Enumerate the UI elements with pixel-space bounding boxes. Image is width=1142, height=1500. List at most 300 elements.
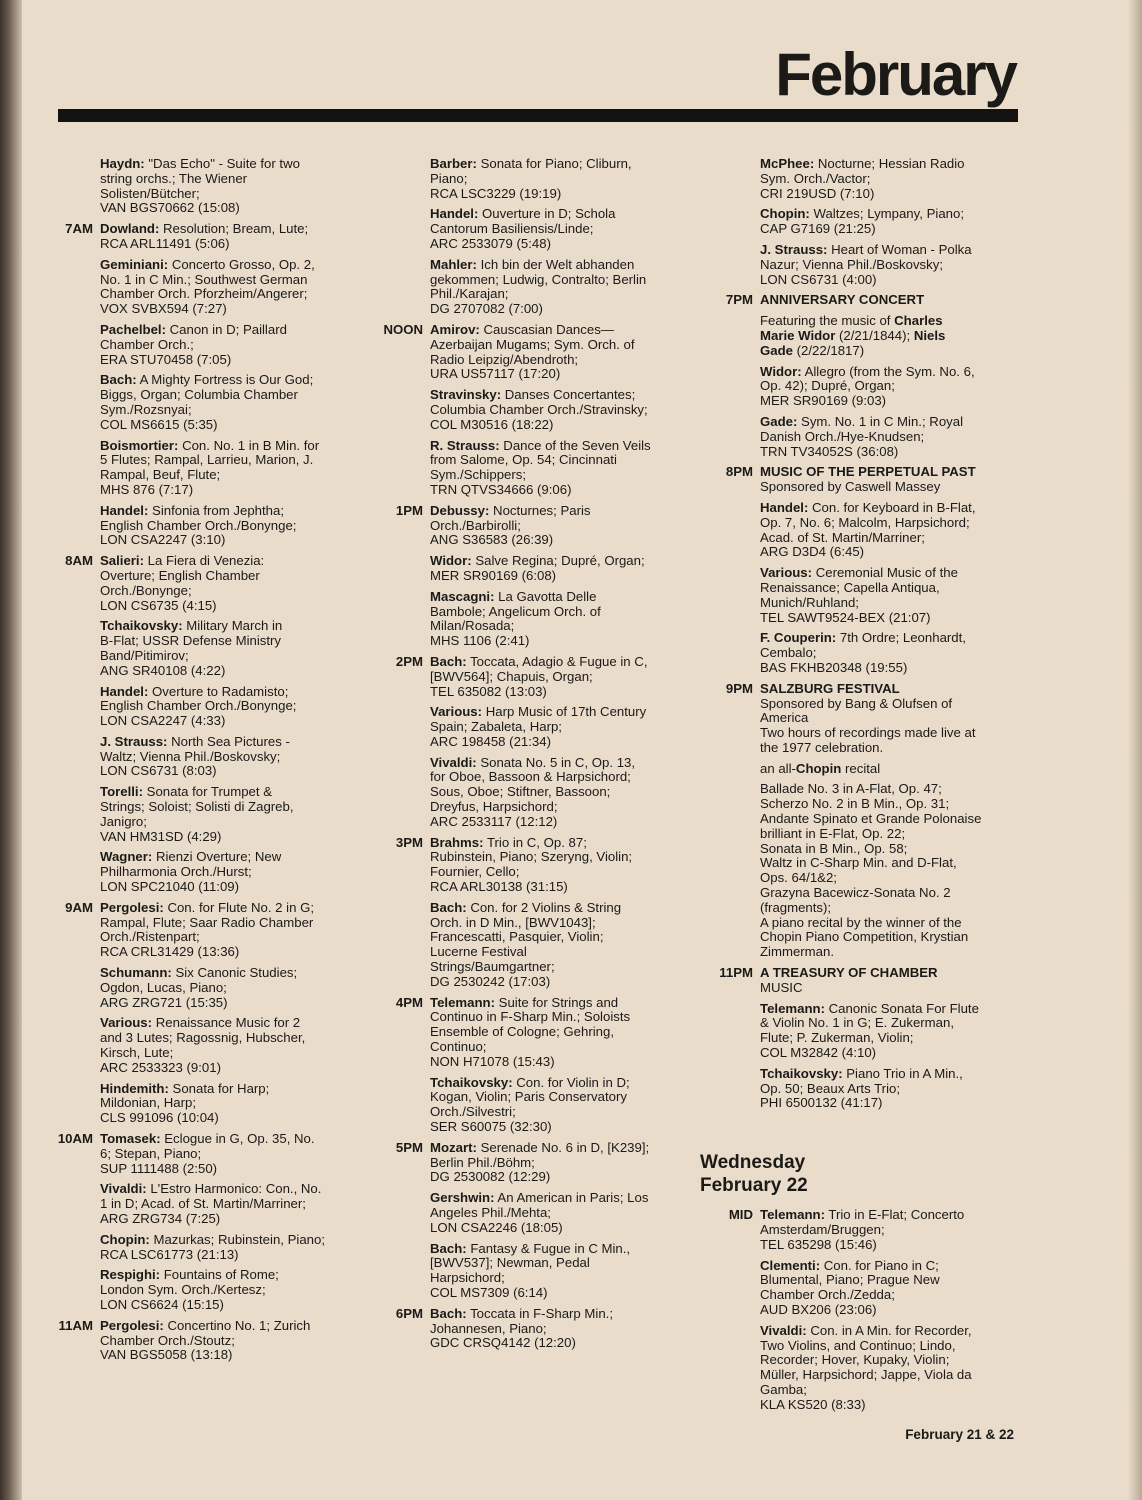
time-slot	[700, 966, 1025, 1117]
time-slot	[370, 157, 688, 323]
col3-slots	[700, 157, 1025, 1117]
entry-line: Johannesen, Piano;	[430, 1320, 547, 1336]
work-title: Eclogue in G, Op. 35, No.	[164, 1131, 315, 1147]
wednesday-slots	[700, 1208, 1025, 1418]
entry-line: RCA LSC61773 (21:13)	[100, 1246, 239, 1262]
entry-line: for Oboe, Bassoon & Harpsichord;	[430, 769, 631, 785]
slot-entries	[100, 1132, 350, 1319]
entry-first-line	[760, 1208, 1025, 1223]
entry-first-line	[100, 258, 350, 273]
entry-first-line	[760, 1067, 1025, 1082]
binding-gutter	[0, 0, 22, 1500]
entry-first-line	[100, 735, 350, 750]
entry-first-line	[430, 207, 688, 222]
entry-line: NON H71078 (15:43)	[430, 1053, 555, 1069]
schedule-column-2	[370, 157, 688, 1357]
entry-line: Kirsch, Lute;	[100, 1045, 174, 1061]
work-title: Trio in E-Flat; Concerto	[828, 1207, 965, 1223]
program-entry	[100, 1233, 350, 1263]
work-title: Overture to Radamisto;	[152, 683, 289, 699]
program-entry	[100, 1016, 350, 1075]
schedule-column-1	[48, 157, 350, 1369]
entry-line: & Violin No. 1 in G; E. Zukerman,	[760, 1015, 954, 1031]
composer-name: Chopin:	[760, 206, 810, 222]
entry-first-line	[760, 465, 1025, 480]
time-label: 6PM	[395, 1305, 423, 1321]
work-title: Resolution; Bream, Lute;	[163, 221, 309, 237]
slot-entries	[430, 1307, 688, 1357]
composer-name: Hindemith:	[100, 1080, 169, 1096]
entry-line: the 1977 celebration.	[760, 739, 884, 755]
entry-line: Philharmonia Orch./Hurst;	[100, 864, 252, 880]
entry-line: RCA CRL31429 (13:36)	[100, 944, 240, 960]
composer-name: Respighi:	[100, 1267, 161, 1283]
entry-line: MHS 1106 (2:41)	[430, 633, 530, 649]
entry-line: brilliant in E-Flat, Op. 22;	[760, 825, 906, 841]
composer-name: Boismortier:	[100, 437, 179, 453]
work-title: Con. for Flute No. 2 in G;	[167, 899, 315, 915]
entry-first-line	[760, 157, 1025, 172]
entry-first-line	[760, 243, 1025, 258]
time-label: 4PM	[395, 994, 423, 1010]
time-slot	[700, 1208, 1025, 1418]
slot-entries	[100, 157, 350, 222]
work-title: Salve Regina; Dupré, Organ;	[475, 553, 645, 569]
program-entry	[430, 1191, 688, 1235]
entry-line: Sponsored by Bang & Olufsen of	[760, 695, 953, 711]
page-footer: February 21 & 22	[905, 1427, 1014, 1442]
composer-name: Tchaikovsky:	[760, 1065, 843, 1081]
time-slot	[48, 554, 350, 901]
slot-entries	[100, 222, 350, 554]
entry-line: Two hours of recordings made live at	[760, 725, 976, 741]
entry-line: A piano recital by the winner of the	[760, 914, 962, 930]
composer-name: ANNIVERSARY CONCERT	[760, 292, 925, 308]
entry-line: Chamber Orch.;	[100, 336, 194, 352]
work-title: Fountains of Rome;	[163, 1267, 279, 1283]
program-entry	[100, 901, 350, 960]
work-title: An American in Paris; Los	[497, 1190, 649, 1206]
entry-first-line	[100, 323, 350, 338]
entry-line: Cantorum Basiliensis/Linde;	[430, 221, 594, 237]
work-title: Serenade No. 6 in D, [K239];	[480, 1139, 650, 1155]
work-title: 7th Ordre; Leonhardt,	[839, 630, 966, 646]
entry-line: CAP G7169 (21:25)	[760, 221, 876, 237]
work-title: Con. in A Min. for Recorder,	[810, 1322, 972, 1338]
entry-line: B-Flat; USSR Defense Ministry	[100, 633, 282, 649]
program-entry	[100, 1182, 350, 1226]
time-label: MID	[728, 1207, 753, 1223]
entry-line: ARG D3D4 (6:45)	[760, 544, 865, 560]
masthead-rule	[58, 109, 1018, 122]
entry-line: Flute; P. Zukerman, Violin;	[760, 1030, 914, 1046]
program-entry	[100, 685, 350, 729]
work-title: Con. for Keyboard in B-Flat,	[812, 499, 976, 515]
time-label: 8PM	[725, 464, 753, 480]
work-title: Waltzes; Lympany, Piano;	[813, 206, 964, 222]
entry-first-line	[100, 504, 350, 519]
entry-first-line	[100, 685, 350, 700]
entry-first-line	[430, 439, 688, 454]
entry-line: Sym./Schippers;	[430, 467, 527, 483]
entry-line: Sym./Rozsnyai;	[100, 401, 192, 417]
entry-line: VAN BGS70662 (15:08)	[100, 200, 240, 216]
slot-entries	[430, 323, 688, 504]
entry-line: No. 1 in C Min.; Southwest German	[100, 271, 308, 287]
entry-line: Ballade No. 3 in A-Flat, Op. 47;	[760, 781, 942, 797]
work-title: Con. for Piano in C;	[823, 1257, 939, 1273]
page-edge-shadow	[1128, 0, 1142, 1500]
composer-name: Mascagni:	[430, 588, 495, 604]
program-entry	[100, 1319, 350, 1363]
entry-line: 5 Flutes; Rampal, Larrieu, Marion, J.	[100, 452, 314, 468]
entry-line: Waltz in C-Sharp Min. and D-Flat,	[760, 855, 957, 871]
entry-line: Nazur; Vienna Phil./Boskovsky;	[760, 256, 944, 272]
entry-line: ANG S36583 (26:39)	[430, 532, 554, 548]
slot-entries	[760, 465, 1025, 681]
program-entry	[430, 996, 688, 1070]
composer-name: Tchaikovsky:	[100, 618, 183, 634]
time-label: 7AM	[65, 221, 93, 237]
composer-name: J. Strauss:	[100, 733, 168, 749]
composer-name: Geminiani:	[100, 256, 169, 272]
entry-line: 1 in D; Acad. of St. Martin/Marriner;	[100, 1196, 306, 1212]
entry-line: Chamber Orch./Zedda;	[760, 1287, 895, 1303]
entry-line: LON CS6731 (8:03)	[100, 763, 217, 779]
entry-line: Ops. 64/1&2;	[760, 870, 837, 886]
entry-line: and 3 Lutes; Ragossnig, Hubscher,	[100, 1030, 306, 1046]
entry-line: Ensemble of Cologne; Gehring,	[430, 1024, 615, 1040]
work-title: Canonic Sonata For Flute	[828, 1000, 979, 1016]
composer-name: MUSIC OF THE PERPETUAL PAST	[760, 464, 976, 480]
entry-line: ARC 2533323 (9:01)	[100, 1059, 221, 1075]
time-slot	[370, 323, 688, 504]
month-masthead: February	[775, 41, 1016, 108]
program-entry	[100, 850, 350, 894]
program-entry	[430, 504, 688, 548]
program-entry	[430, 1307, 688, 1351]
entry-first-line	[760, 293, 1025, 308]
program-entry	[430, 756, 688, 830]
entry-first-line	[430, 996, 688, 1011]
work-title: Sym. No. 1 in C Min.; Royal	[801, 413, 964, 429]
time-slot	[370, 1141, 688, 1307]
entry-line: Orch./Silvestri;	[430, 1104, 516, 1120]
work-title: Canon in D; Paillard	[169, 321, 287, 337]
entry-line: Sym. Orch./Vactor;	[760, 170, 871, 186]
entry-line: Müller, Harpsichord; Jappe, Viola da	[760, 1367, 972, 1383]
work-title: North Sea Pictures -	[171, 733, 290, 749]
program-entry	[760, 243, 1025, 287]
composer-name: Pergolesi:	[100, 899, 164, 915]
program-entry	[100, 785, 350, 844]
slot-entries	[760, 293, 1025, 465]
entry-line: Phil./Karajan;	[430, 286, 509, 302]
entry-line: LON SPC21040 (11:09)	[100, 879, 240, 895]
birth-date: (2/22/1817)	[796, 342, 865, 358]
composer-name: Handel:	[100, 683, 149, 699]
entry-line: Cembalo;	[760, 645, 817, 661]
work-title: Allegro (from the Sym. No. 6,	[804, 363, 975, 379]
program-entry	[430, 655, 688, 699]
entry-line: CLS 991096 (10:04)	[100, 1110, 219, 1126]
composer-name: Widor:	[760, 363, 802, 379]
entry-first-line	[430, 554, 688, 569]
program-entry	[760, 293, 1025, 308]
entry-line: AUD BX206 (23:06)	[760, 1302, 877, 1317]
entry-line: Angeles Phil./Mehta;	[430, 1205, 551, 1220]
work-title: La Gavotta Delle	[498, 588, 597, 604]
entry-first-line	[430, 157, 688, 172]
program-entry	[430, 388, 688, 432]
time-label: 8AM	[65, 553, 93, 569]
entry-line: MER SR90169 (6:08)	[430, 567, 557, 583]
entry-first-line	[760, 762, 1025, 777]
entry-line: TEL 635298 (15:46)	[760, 1236, 877, 1252]
entry-line: LON CSA2247 (3:10)	[100, 532, 226, 548]
composer-name: Gade:	[760, 413, 798, 429]
work-title: Concerto Grosso, Op. 2,	[171, 256, 315, 272]
entry-line: Orch./Ristenpart;	[100, 929, 200, 945]
entry-first-line	[100, 901, 350, 916]
entry-line: LON CS6735 (4:15)	[100, 597, 217, 613]
work-title: L'Estro Harmonico: Con., No.	[150, 1181, 322, 1197]
entry-line: Rampal, Flute; Saar Radio Chamber	[100, 914, 314, 930]
slot-entries	[430, 504, 688, 655]
entry-first-line	[430, 504, 688, 519]
composer-name: Bach:	[430, 899, 467, 915]
entry-first-line	[100, 966, 350, 981]
composer-name: Haydn:	[100, 156, 145, 171]
entry-first-line	[100, 1132, 350, 1147]
time-slot	[700, 293, 1025, 465]
time-label: 9PM	[725, 680, 753, 696]
work-title: Six Canonic Studies;	[175, 965, 298, 981]
entry-line: MHS 876 (7:17)	[100, 481, 194, 497]
program-entry	[100, 1082, 350, 1126]
composer-name: Schumann:	[100, 965, 172, 981]
composer-name: Salieri:	[100, 553, 144, 569]
program-entry	[100, 554, 350, 613]
program-entry	[430, 554, 688, 584]
composer-name: Widor:	[430, 553, 472, 569]
entry-first-line	[100, 157, 350, 172]
entry-line: Zimmerman.	[760, 944, 834, 960]
entry-line: Strings/Baumgartner;	[430, 959, 555, 975]
slot-entries	[100, 901, 350, 1132]
entry-first-line	[100, 1182, 350, 1197]
entry-line: Sonata in B Min., Op. 58;	[760, 840, 908, 856]
composer-name: F. Couperin:	[760, 630, 837, 646]
entry-first-line	[430, 323, 688, 338]
time-slot	[370, 1307, 688, 1357]
composer-name: Telemann:	[760, 1207, 825, 1223]
entry-line: Solisten/Bütcher;	[100, 185, 200, 201]
composer-name: SALZBURG FESTIVAL	[760, 680, 900, 696]
entry-line: ARC 2533117 (12:12)	[430, 813, 558, 829]
entry-line: Kogan, Violin; Paris Conservatory	[430, 1089, 627, 1105]
composer-name: Tchaikovsky:	[430, 1074, 513, 1090]
time-label: 2PM	[395, 653, 423, 669]
time-label: NOON	[383, 321, 423, 337]
work-title: Nocturne; Hessian Radio	[817, 156, 965, 171]
entry-line: RCA ARL11491 (5:06)	[100, 235, 230, 251]
program-entry	[100, 439, 350, 498]
entry-line: Milan/Rosada;	[430, 618, 515, 634]
entry-first-line	[430, 1076, 688, 1091]
work-title: Con. No. 1 in B Min. for	[182, 437, 320, 453]
program-entry	[760, 682, 1025, 756]
entry-first-line	[430, 258, 688, 273]
entry-line: London Sym. Orch./Kertesz;	[100, 1282, 266, 1298]
slot-entries	[430, 836, 688, 996]
entry-line: Amsterdam/Bruggen;	[760, 1222, 885, 1238]
entry-line: ARC 198458 (21:34)	[430, 733, 551, 749]
program-entry	[760, 207, 1025, 237]
time-label: 1PM	[395, 502, 423, 518]
composer-name: Handel:	[760, 499, 809, 515]
entry-line: RCA ARL30138 (31:15)	[430, 879, 568, 895]
entry-line: Acad. of St. Martin/Marriner;	[760, 529, 925, 545]
program-entry	[430, 1242, 688, 1301]
work-title: Heart of Woman - Polka	[831, 241, 972, 257]
entry-line: LON CSA2247 (4:33)	[100, 713, 226, 729]
entry-line: VAN BGS5058 (13:18)	[100, 1347, 233, 1363]
composer-name: Mozart:	[430, 1139, 477, 1155]
recital-word: recital	[845, 760, 881, 776]
entry-first-line	[100, 785, 350, 800]
time-slot	[700, 465, 1025, 681]
day-heading-day: Wednesday	[700, 1152, 806, 1174]
entry-line: Op. 42); Dupré, Organ;	[760, 378, 895, 394]
entry-line: COL MS6615 (5:35)	[100, 416, 218, 432]
entry-line: Chamber Orch./Stoutz;	[100, 1332, 235, 1348]
entry-first-line	[760, 314, 1025, 358]
entry-line: CRI 219USD (7:10)	[760, 185, 875, 201]
program-entry	[760, 365, 1025, 409]
entry-line: Chamber Orch. Pforzheim/Angerer;	[100, 286, 308, 302]
program-entry	[100, 966, 350, 1010]
composer-name: Niels	[913, 327, 946, 343]
entry-line: Danish Orch./Hye-Knudsen;	[760, 428, 925, 444]
entry-first-line	[760, 415, 1025, 430]
composer-name: Bach:	[100, 372, 137, 388]
entry-line: Azerbaijan Mugams; Sym. Orch. of	[430, 336, 635, 352]
entry-line: DG 2707082 (7:00)	[430, 301, 543, 317]
entry-first-line	[430, 388, 688, 403]
program-entry	[760, 501, 1025, 560]
time-label: 11PM	[719, 965, 753, 981]
work-title: Sonata No. 5 in C, Op. 13,	[480, 754, 636, 770]
composer-name: Vivaldi:	[430, 754, 477, 770]
entry-line: string orchs.; The Wiener	[100, 170, 248, 186]
entry-line: Renaissance; Capella Antiqua,	[760, 579, 940, 595]
work-title: Military March in	[186, 618, 283, 634]
entry-first-line	[100, 554, 350, 569]
entry-line: COL MS7309 (6:14)	[430, 1284, 548, 1300]
entry-line: BAS FKHB20348 (19:55)	[760, 659, 908, 675]
entry-line: Columbia Chamber Orch./Stravinsky;	[430, 401, 648, 417]
composer-name: Chopin:	[100, 1231, 150, 1247]
program-entry	[100, 619, 350, 678]
work-title: Trio in C, Op. 87;	[486, 834, 587, 850]
time-slot	[370, 996, 688, 1141]
composer-name: Marie Widor	[760, 327, 836, 343]
entry-line: Recorder; Hover, Kupaky, Violin;	[760, 1352, 950, 1368]
time-slot	[370, 655, 688, 836]
program-entry	[760, 415, 1025, 459]
entry-line: Orch. in D Min., [BWV1043];	[430, 914, 596, 930]
program-entry	[760, 1324, 1025, 1413]
entry-first-line	[100, 1233, 350, 1248]
work-title: Sonata for Trumpet &	[146, 784, 273, 800]
entry-line: Berlin Phil./Böhm;	[430, 1154, 535, 1170]
entry-line: Blumental, Piano; Prague New	[760, 1272, 940, 1288]
entry-first-line	[760, 365, 1025, 380]
entry-line: MUSIC	[760, 979, 803, 995]
entry-first-line	[760, 1324, 1025, 1339]
work-title: Causcasian Dances—	[483, 321, 614, 337]
entry-line: LON CS6624 (15:15)	[100, 1296, 224, 1312]
work-title: Sonata for Harp;	[172, 1080, 270, 1096]
entry-line: Strings; Soloist; Solisti di Zagreb,	[100, 799, 294, 815]
program-entry	[430, 207, 688, 251]
composer-name: Gade	[760, 342, 793, 358]
work-title: Con. for 2 Violins & String	[470, 899, 622, 915]
entry-line: Gamba;	[760, 1381, 807, 1397]
entry-line: Piano;	[430, 170, 468, 186]
time-label: 5PM	[395, 1139, 423, 1155]
composer-name: Gershwin:	[430, 1190, 495, 1206]
time-label: 9AM	[65, 899, 93, 915]
program-entry	[100, 735, 350, 779]
entry-line: Continuo in F-Sharp Min.; Soloists	[430, 1009, 631, 1025]
time-slot	[48, 901, 350, 1132]
program-entry	[760, 762, 1025, 777]
time-label: 7PM	[725, 292, 753, 308]
entry-line: Radio Leipzig/Abendroth;	[430, 351, 579, 367]
time-slot	[48, 1319, 350, 1369]
program-entry	[760, 1002, 1025, 1061]
entry-first-line	[430, 901, 688, 916]
composer-name: Charles	[894, 313, 943, 329]
composer-name: Stravinsky:	[430, 387, 502, 403]
program-entry	[760, 314, 1025, 358]
day-heading-date: February 22	[700, 1175, 808, 1197]
entry-line: Lucerne Festival	[430, 944, 527, 960]
entry-line: Spain; Zabaleta, Harp;	[430, 719, 562, 735]
time-label: 10AM	[57, 1131, 93, 1147]
entry-first-line	[430, 1242, 688, 1257]
entry-line: English Chamber Orch./Bonynge;	[100, 698, 297, 714]
program-entry	[100, 222, 350, 252]
work-title: Ceremonial Music of the	[815, 565, 958, 581]
birth-date: (2/21/1844);	[839, 327, 911, 343]
entry-first-line	[430, 705, 688, 720]
entry-line: ARC 2533079 (5:48)	[430, 235, 551, 251]
composer-name: Vivaldi:	[760, 1322, 807, 1338]
composer-name: Wagner:	[100, 849, 153, 865]
composer-name: Bach:	[430, 653, 467, 669]
schedule-column-3	[700, 157, 1025, 1419]
entry-line: VOX SVBX594 (7:27)	[100, 301, 227, 317]
work-title: La Fiera di Venezia:	[147, 553, 265, 569]
entry-first-line	[100, 1016, 350, 1031]
program-entry	[100, 258, 350, 317]
entry-line: Rampal, Beuf, Flute;	[100, 467, 221, 483]
slot-entries	[100, 1319, 350, 1369]
entry-line: Op. 7, No. 6; Malcolm, Harpsichord;	[760, 514, 970, 530]
